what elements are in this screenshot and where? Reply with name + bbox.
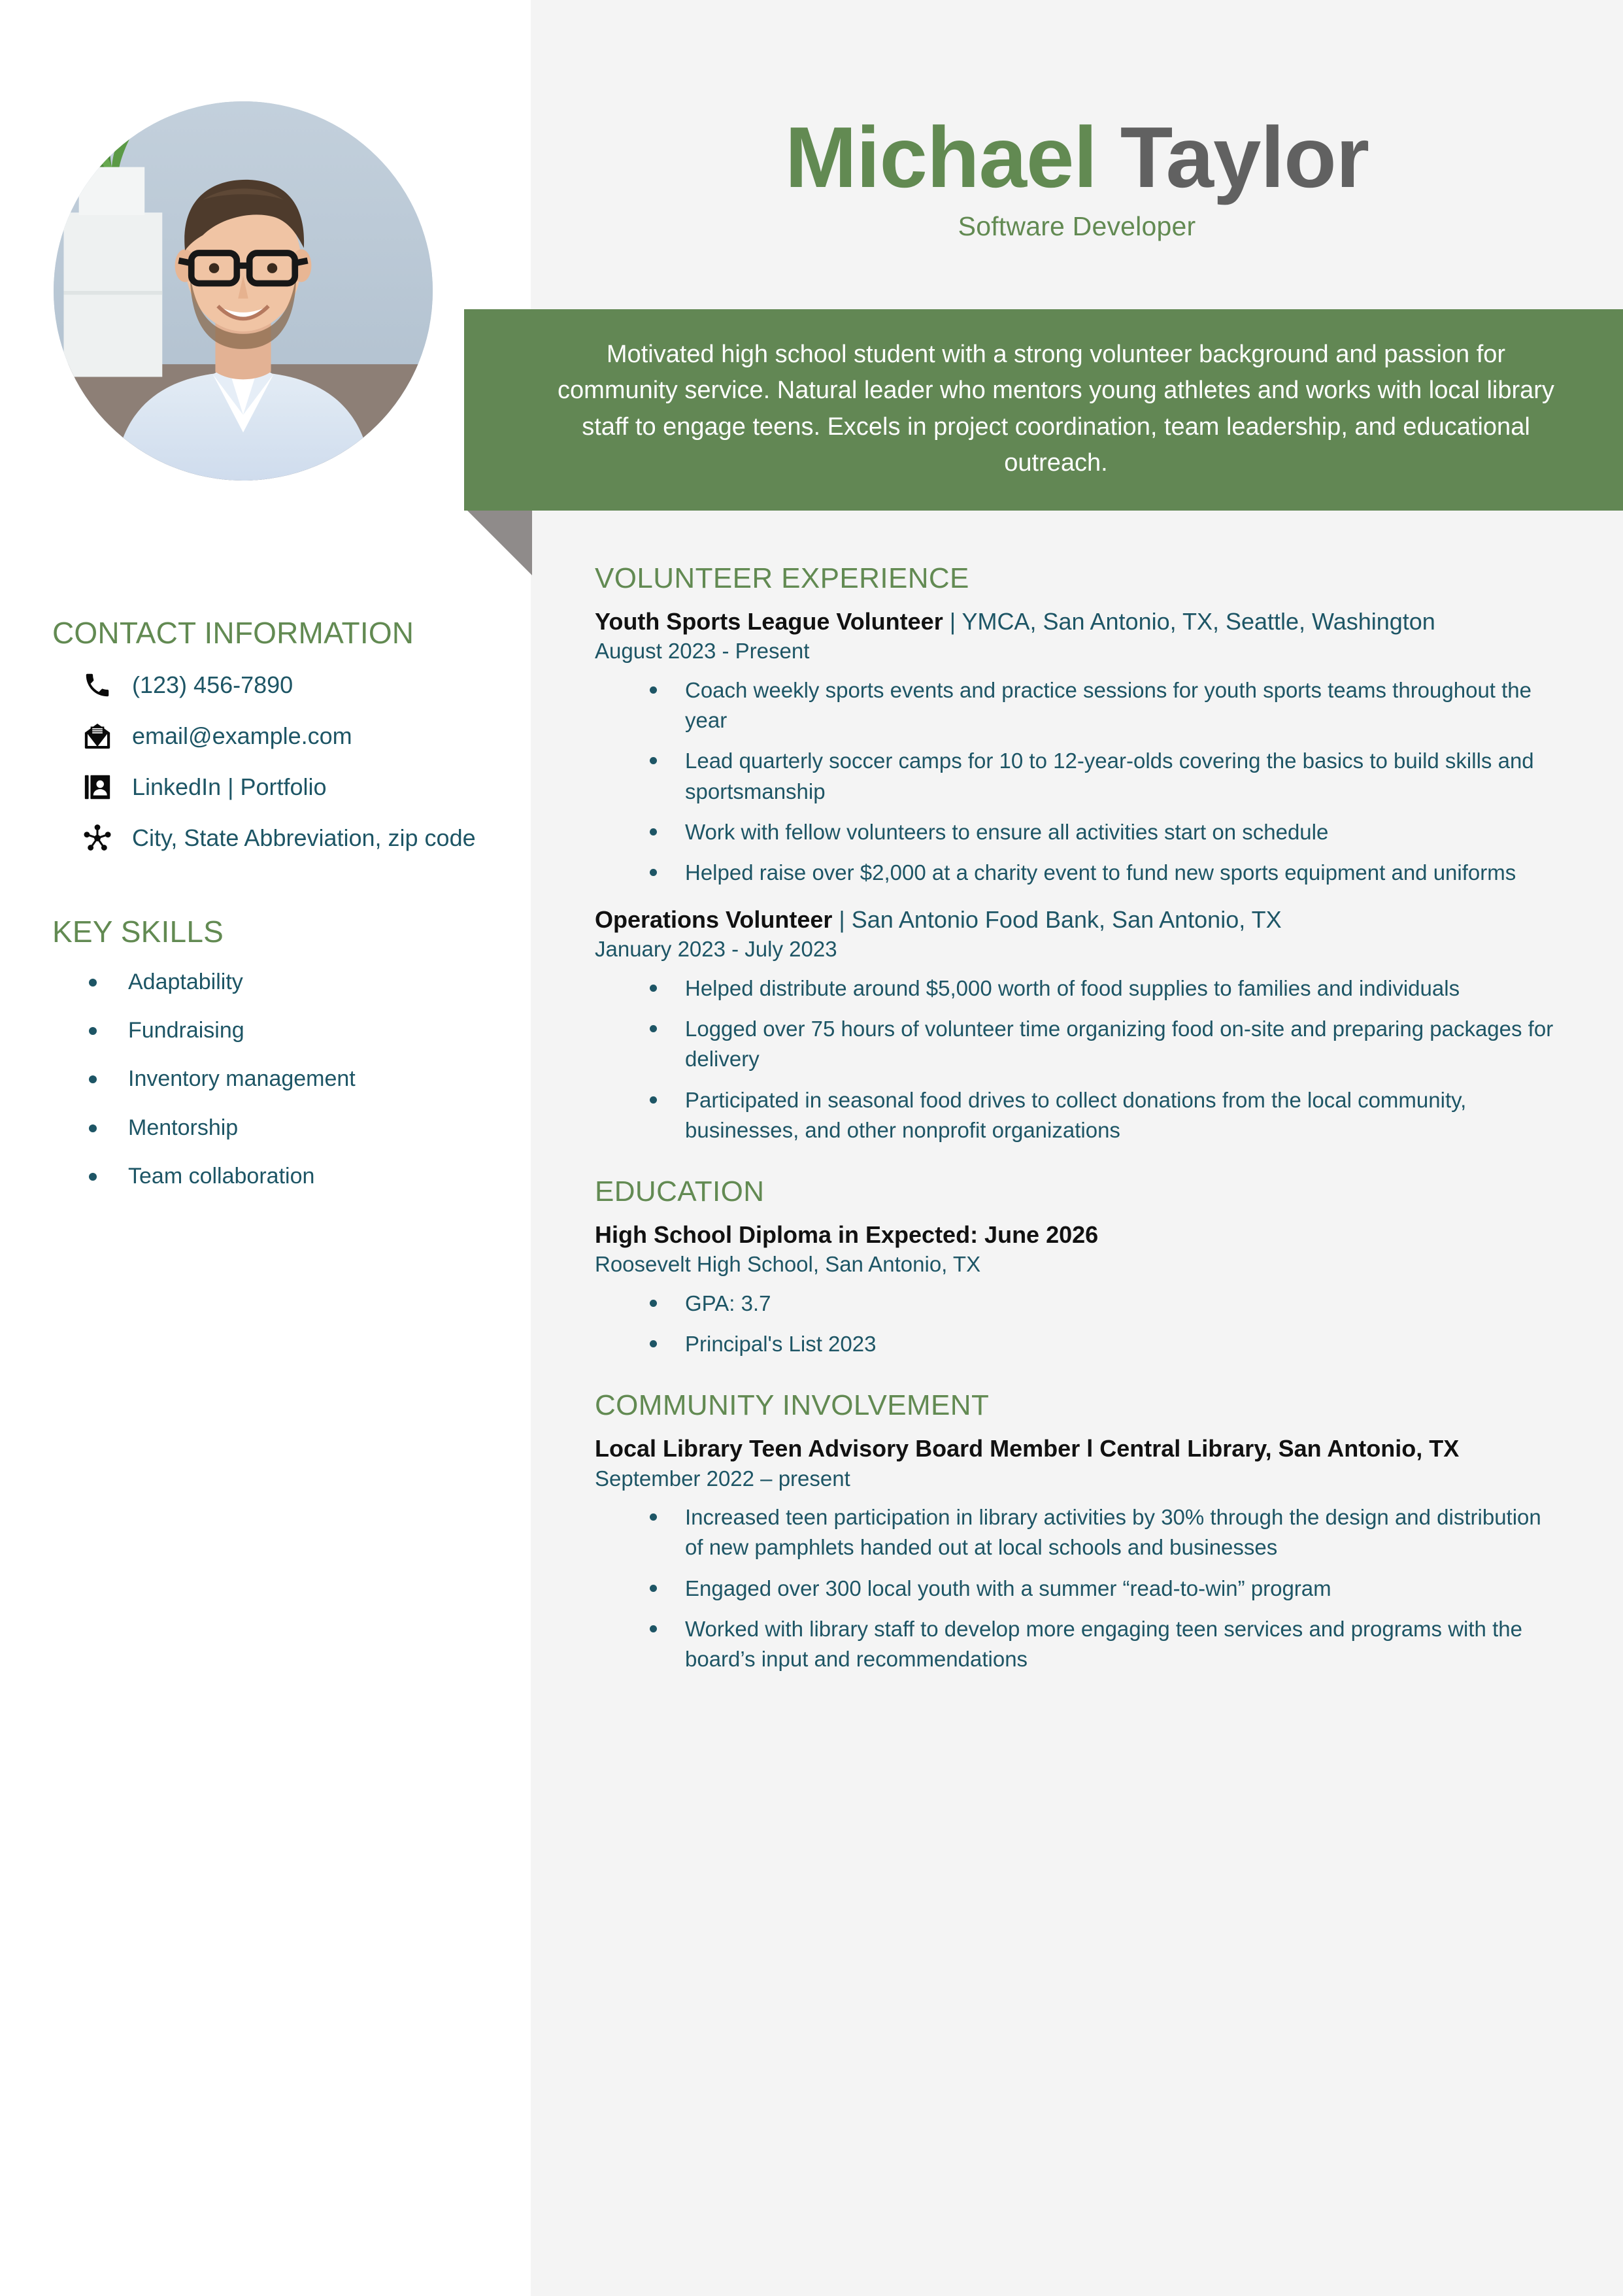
entry-title xyxy=(595,905,1564,934)
entry-bullets xyxy=(595,973,1564,1145)
key-skills-list xyxy=(52,968,505,1190)
entry-date: September 2022 – present xyxy=(595,1466,850,1491)
list-item: Lead quarterly soccer camps for 10 to 12-year-olds covering the basics to build skills and sportsmanship xyxy=(644,746,1564,806)
list-item: Team collaboration xyxy=(80,1162,505,1190)
name-header xyxy=(531,111,1623,242)
contact-card-icon xyxy=(80,769,115,805)
experience-entry xyxy=(595,905,1564,1145)
entry-role: Local Library Teen Advisory Board Member l Central Library, San Antonio, TX xyxy=(595,1435,1460,1462)
entry-separator: | xyxy=(832,906,852,934)
list-item: Inventory management xyxy=(80,1064,505,1093)
entry-role: High School Diploma in Expected: June 2026 xyxy=(595,1221,1099,1248)
entry-school: Roosevelt High School, San Antonio, TX xyxy=(595,1252,981,1277)
experience-entry xyxy=(595,607,1564,888)
list-item: Helped raise over $2,000 at a charity event to fund new sports equipment and uniforms xyxy=(644,858,1564,888)
entry-title xyxy=(595,1220,1564,1249)
list-item: Principal's List 2023 xyxy=(644,1329,1564,1359)
list-item: GPA: 3.7 xyxy=(644,1289,1564,1319)
list-item: Helped distribute around $5,000 worth of food supplies to families and individuals xyxy=(644,973,1564,1004)
entry-role: Youth Sports League Volunteer xyxy=(595,608,943,635)
section-education xyxy=(595,1175,1564,1359)
location-text: City, State Abbreviation, zip code xyxy=(132,824,476,851)
entry-role: Operations Volunteer xyxy=(595,906,833,934)
job-title: Software Developer xyxy=(958,211,1196,241)
entry-title xyxy=(595,1434,1564,1463)
headshot-illustration xyxy=(54,101,433,481)
list-item: Work with fellow volunteers to ensure all activities start on schedule xyxy=(644,817,1564,847)
phone-number: (123) 456-7890 xyxy=(132,671,293,698)
contact-information-heading: CONTACT INFORMATION xyxy=(52,616,414,650)
list-item: Coach weekly sports events and practice sessions for youth sports teams throughout the year xyxy=(644,675,1564,735)
entry-org: San Antonio Food Bank, San Antonio, TX xyxy=(851,906,1282,934)
contact-item-email[interactable] xyxy=(52,717,505,755)
community-entry xyxy=(595,1434,1564,1674)
profile-photo xyxy=(54,101,433,481)
summary-banner xyxy=(464,309,1623,511)
main-content xyxy=(531,562,1623,1685)
contact-list xyxy=(52,666,505,857)
entry-org: YMCA, San Antonio, TX, Seattle, Washington xyxy=(962,608,1435,635)
entry-bullets xyxy=(595,675,1564,888)
section-volunteer-experience xyxy=(595,562,1564,1145)
entry-title xyxy=(595,607,1564,636)
contact-item-links[interactable] xyxy=(52,768,505,806)
list-item: Participated in seasonal food drives to collect donations from the local community, businesses, and other nonprofit organizations xyxy=(644,1085,1564,1145)
list-item: Adaptability xyxy=(80,968,505,996)
location-network-icon xyxy=(80,820,115,856)
list-item: Fundraising xyxy=(80,1016,505,1045)
contact-item-phone[interactable] xyxy=(52,666,505,704)
links-text: LinkedIn | Portfolio xyxy=(132,773,327,800)
section-heading: VOLUNTEER EXPERIENCE xyxy=(595,562,969,594)
first-name: Michael xyxy=(784,109,1097,205)
sidebar xyxy=(0,615,531,1210)
entry-bullets xyxy=(595,1289,1564,1359)
entry-date: January 2023 - July 2023 xyxy=(595,937,837,962)
full-name xyxy=(531,111,1623,205)
education-entry xyxy=(595,1220,1564,1359)
list-item: Increased teen participation in library activities by 30% through the design and distribution of new pamphlets handed out at local schools and businesses xyxy=(644,1502,1564,1562)
banner-shadow-triangle xyxy=(464,507,532,575)
email-address: email@example.com xyxy=(132,722,352,749)
section-heading: COMMUNITY INVOLVEMENT xyxy=(595,1389,990,1422)
key-skills-heading: KEY SKILLS xyxy=(52,915,224,949)
list-item: Logged over 75 hours of volunteer time organizing food on-site and preparing packages for delivery xyxy=(644,1014,1564,1074)
entry-date: August 2023 - Present xyxy=(595,639,810,664)
summary-text: Motivated high school student with a strong volunteer background and passion for community service. Natural leader who mentors young athletes and works with local library staff to engage teens. Excels in project coordination, team leadership, and educational outreach. xyxy=(558,341,1554,477)
entry-bullets xyxy=(595,1502,1564,1674)
entry-separator: | xyxy=(943,608,962,635)
section-community-involvement xyxy=(595,1389,1564,1674)
last-name: Taylor xyxy=(1120,109,1369,205)
section-heading: EDUCATION xyxy=(595,1175,765,1207)
email-icon xyxy=(80,718,115,754)
contact-item-location[interactable] xyxy=(52,819,505,857)
list-item: Worked with library staff to develop more engaging teen services and programs with the board’s input and recommendations xyxy=(644,1614,1564,1674)
list-item: Engaged over 300 local youth with a summer “read-to-win” program xyxy=(644,1574,1564,1604)
phone-icon xyxy=(80,667,115,703)
list-item: Mentorship xyxy=(80,1113,505,1142)
